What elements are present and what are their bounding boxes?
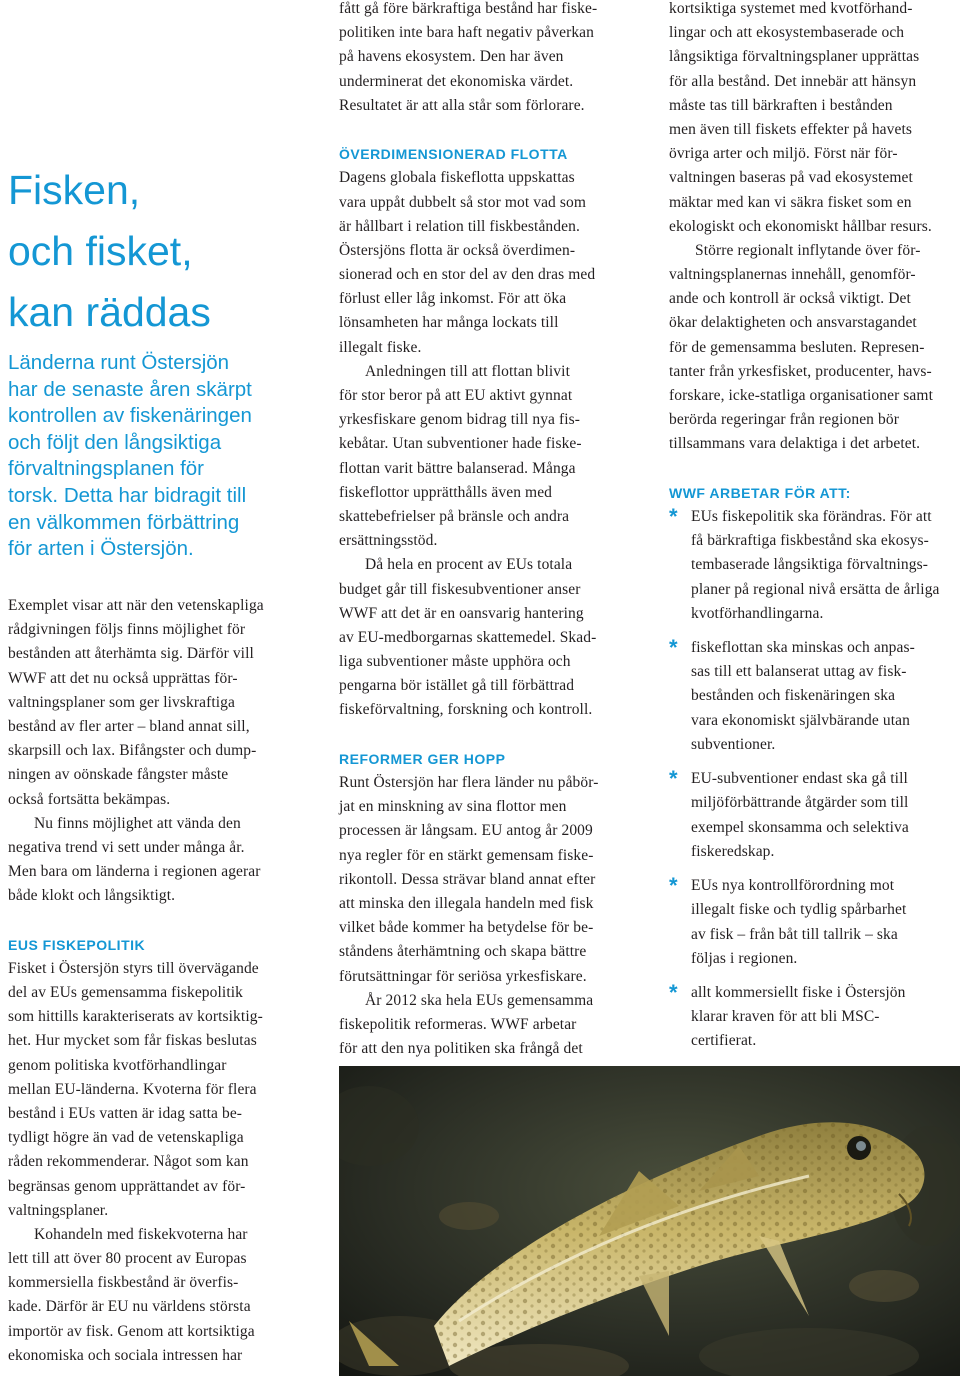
regionalt-paragraph [669,239,940,457]
bullet-text-line: EU-subventioner endast ska gå till [691,770,908,788]
heading-overdimensionerad-flotta: ÖVERDIMENSIONERAD FLOTTA [339,146,568,163]
text-line: underminerat det ekonomiska värdet. [339,72,574,90]
heading-reformer-ger-hopp: REFORMER GER HOPP [339,750,506,767]
title-line: Fisken, [8,167,141,213]
bullet-text-line: följas i regionen. [691,949,798,967]
text-line: att minska den illegala handeln med fisk [339,894,594,912]
lead-line: förvaltningsplanen för [8,457,205,481]
bullet-text-line: tembaserade långsiktiga förvaltnings- [691,556,928,574]
text-line: Östersjöns flotta är också överdimen- [339,241,576,259]
text-line: Nu finns möjlighet att vända den [34,814,241,832]
bullet-text-line: EUs fiskepolitik ska förändras. För att [691,507,932,525]
bullet-text-line: klarar kraven för att bli MSC- [691,1008,880,1026]
text-line: tydligt högre än vad de vetenskapliga [8,1129,244,1147]
text-line: ande och kontroll är också viktigt. Det [669,290,911,308]
cod-fish-photo [339,1066,960,1376]
bullet-text-line: fiskeredskap. [691,842,775,860]
reform-2012-paragraph [339,989,598,1062]
text-line: ökar delaktigheten och ansvarstagandet [669,314,917,332]
bullet-text-line: exempel skonsamma och selektiva [691,818,909,836]
text-line: som hittills karakteriserats av kortsiktig- [8,1008,263,1026]
text-line: politiken inte bara haft negativ påverkan [339,24,595,42]
text-line: valtningsplaner som ger livskraftiga [8,693,236,711]
text-line: berörda regeringar från regionen bör [669,411,899,429]
lead-line: och följt den långsiktiga [8,430,222,454]
title-line: och fisket, [8,228,193,274]
bullet-item [669,981,940,1054]
text-line: negativa trend vi sett under många år. [8,838,245,856]
heading-wwf-arbetar: WWF ARBETAR FÖR ATT: [669,484,851,501]
text-line: forskare, icke-statliga organisationer samt [669,387,933,404]
bullet-text-line: certifierat. [691,1032,757,1050]
text-line: förlust eller låg inkomst. För att öka [339,290,567,308]
bullet-item [669,767,940,864]
text-line: Men bara om länderna i regionen agerar [8,863,261,881]
text-line: tanter från yrkesfisket, producenter, havs- [669,362,932,380]
lead-line: för arten i Östersjön. [8,537,194,561]
text-line: del av EUs gemensamma fiskepolitik [8,984,243,1001]
text-line: bestånd av fler arter – bland annat sill, [8,717,250,735]
lead-line: torsk. Detta har bidragit till [8,483,247,507]
text-line: fiskeflottor upprätthålls även med [339,483,553,501]
bullet-text-line: miljöförbättrande åtgärder som till [691,794,909,812]
text-line: lingar och att ekosystembaserade och [669,24,905,42]
text-line: skarpsill och lax. Bifångster och dump- [8,742,257,760]
text-line: Runt Östersjön har flera länder nu påbör- [339,774,599,791]
asterisk-bullet-icon: * [669,980,678,1006]
text-line: importör av fisk. Genom att kortsiktiga [8,1322,255,1340]
bullet-text-line: sas till ett balanserat uttag av fisk- [691,663,907,681]
bullet-text-line: illegalt fiske och tydlig spårbarhet [691,901,907,919]
text-line: ståndens återhämtning och skapa bättre [339,943,587,961]
text-line: Fisket i Östersjön styrs till övervägande [8,959,259,977]
page-title [8,160,211,343]
text-line: pengarna bör istället gå till förbättrad [339,677,575,695]
text-line: rikontoll. Dessa strävar bland annat efter [339,870,596,888]
col1-text [8,594,264,1368]
text-line: het. Hur mycket som får fiskas beslutas [8,1032,257,1050]
text-line: Exemplet visar att när den vetenskapliga [8,597,264,614]
lead-line: Länderna runt Östersjön [8,351,230,374]
text-line: både klokt och långsiktigt. [8,887,176,905]
text-line: kortsiktiga systemet med kvotförhand- [669,0,913,17]
bullet-text-line: planer på regional nivå ersätta de årliga [691,580,940,598]
bullet-text-line: allt kommersiellt fiske i Östersjön [691,984,906,1002]
text-line: begränsas genom upprättandet av för- [8,1177,246,1195]
continuation-paragraph [669,0,940,239]
text-line: budget går till fiskesubventioner anser [339,580,581,598]
text-line: valtningsplanernas innehåll, genomför- [669,266,916,284]
anledningen-paragraph [339,360,598,554]
bullet-item [669,505,940,626]
text-line: vilket både kommer ha betydelse för be- [339,919,594,937]
text-line: mäktar med kan vi säkra fisket som en [669,193,912,211]
bullet-text-line: bestånden och fiskenäringen ska [691,687,896,705]
text-line: förutsättningar för seriösa yrkesfiskare. [339,967,587,985]
text-line: valtningen baseras på vad ekosystemet [669,169,913,187]
text-line: jat en minskning av sina flottor men [339,798,567,816]
lead-line: har de senaste åren skärpt [8,377,252,401]
text-line: WWF att det nu också upprättas för- [8,669,238,687]
text-line: långsiktiga förvaltningsplaner upprättas [669,48,920,66]
kohandel-paragraph [8,1223,264,1368]
text-line: sionerad och en stor del av den dras med [339,266,596,284]
text-line: kade. Därför är EU nu världens största [8,1298,251,1316]
heading-eus-fiskepolitik: EUS FISKEPOLITIK [8,936,146,953]
text-line: År 2012 ska hela EUs gemensamma [365,991,594,1009]
col3-text [669,0,940,1064]
asterisk-bullet-icon: * [669,766,678,792]
text-line: fiskeförvaltning, forskning och kontroll. [339,701,593,719]
bullet-list [669,505,940,1054]
text-line: rådgivningen följs finns möjlighet för [8,621,246,639]
reformer-paragraph [339,771,598,989]
text-line: kommersiella fiskbestånd är överfis- [8,1274,239,1292]
text-line: lett till att över 80 procent av Europas [8,1250,247,1268]
continuation-paragraph [339,0,598,118]
text-line: Resultatet är att alla står som förlorare. [339,96,585,114]
flotta-paragraph [339,166,598,360]
intro-paragraph [8,594,264,812]
title-line: kan räddas [8,289,211,335]
text-line: måste tas till bärkraften i bestånden [669,96,893,114]
text-line: råden rekommenderar. Något som kan [8,1153,249,1171]
text-line: för de gemensamma besluten. Represen- [669,338,925,356]
asterisk-bullet-icon: * [669,635,678,661]
text-line: processen är långsam. EU antog år 2009 [339,822,593,840]
text-line: bestånd i EUs vatten är idag satta be- [8,1104,243,1122]
bullet-item [669,874,940,971]
text-line: ekonomiska och sociala intressen har [8,1346,243,1364]
bullet-text-line: subventioner. [691,735,776,753]
eus-paragraph [8,957,264,1223]
text-line: på havens ekosystem. Den har även [339,48,564,66]
text-line: Större regionalt inflytande över för- [695,241,921,259]
bullet-text-line: kvotförhandlingarna. [691,604,824,622]
text-line: ekologiskt och ekonomiskt hållbar resurs. [669,217,932,235]
lead-paragraph [8,350,300,563]
text-line: för att den nya politiken ska frångå det [339,1040,583,1058]
text-line: är hållbart i relation till fiskbestånden. [339,217,580,235]
bullet-text-line: av fisk – från båt till tallrik – ska [691,925,898,943]
text-line: för alla bestånd. Det innebär att hänsyn [669,72,917,90]
asterisk-bullet-icon: * [669,873,678,899]
text-line: Anledningen till att flottan blivit [365,362,570,380]
bullet-text-line: få bärkraftiga fiskbestånd ska ekosys- [691,532,929,550]
text-line: vara uppåt dubbelt så stor mot vad som [339,193,587,211]
text-line: av EU-medborgarnas skattemedel. Skad- [339,628,597,646]
bullet-text-line: EUs nya kontrollförordning mot [691,877,895,895]
bullet-text-line: vara ekonomiskt självbärande utan [691,711,910,729]
text-line: tillsammans vara delaktiga i det arbetet. [669,435,921,453]
text-line: övriga arter och miljö. Först när för- [669,145,898,163]
text-line: mellan EU-länderna. Kvoterna för flera [8,1080,257,1098]
text-line: ningen av oönskade fångster måste [8,766,229,784]
bullet-item [669,636,940,757]
text-line: lönsamheten har många lockats till [339,314,559,332]
text-line: fått gå före bärkraftiga bestånd har fiske- [339,0,598,17]
text-line: illegalt fiske. [339,338,422,356]
text-line: kebåtar. Utan subventioner hade fiske- [339,435,582,453]
text-line: ersättningsstöd. [339,532,438,550]
text-line: men även till fiskets effekter på havets [669,120,913,138]
text-line: bestånden att återhämta sig. Därför vill [8,645,254,663]
text-line: Då hela en procent av EUs totala [365,556,573,574]
text-line: Kohandeln med fiskekvoterna har [34,1225,248,1243]
text-line: liga subventioner måste upphöra och [339,653,571,671]
asterisk-bullet-icon: * [669,503,678,529]
text-line: nya regler för en stärkt gemensam fiske- [339,846,594,864]
lead-line: en välkommen förbättring [8,510,240,534]
text-line: också fortsätta bekämpas. [8,790,171,808]
procent-paragraph [339,553,598,722]
text-line: yrkesfiskare genom bidrag till nya fis- [339,411,581,429]
text-line: valtningsplaner. [8,1201,109,1219]
text-line: WWF att det är en oansvarig hantering [339,604,584,622]
text-line: för stor beror på att EU aktivt gynnat [339,387,573,404]
outlook-paragraph [8,812,264,909]
bullet-text-line: fiskeflottan ska minskas och anpas- [691,639,915,657]
text-line: Dagens globala fiskeflotta uppskattas [339,169,575,187]
text-line: fiskepolitik reformeras. WWF arbetar [339,1015,577,1033]
col2-text [339,0,598,1061]
text-line: genom politiska kvotförhandlingar [8,1056,227,1074]
lead-line: kontrollen av fiskenäringen [8,404,252,428]
text-line: flottan varit bättre balanserad. Många [339,459,576,477]
text-line: skattebefrielser på bränsle och andra [339,507,570,525]
